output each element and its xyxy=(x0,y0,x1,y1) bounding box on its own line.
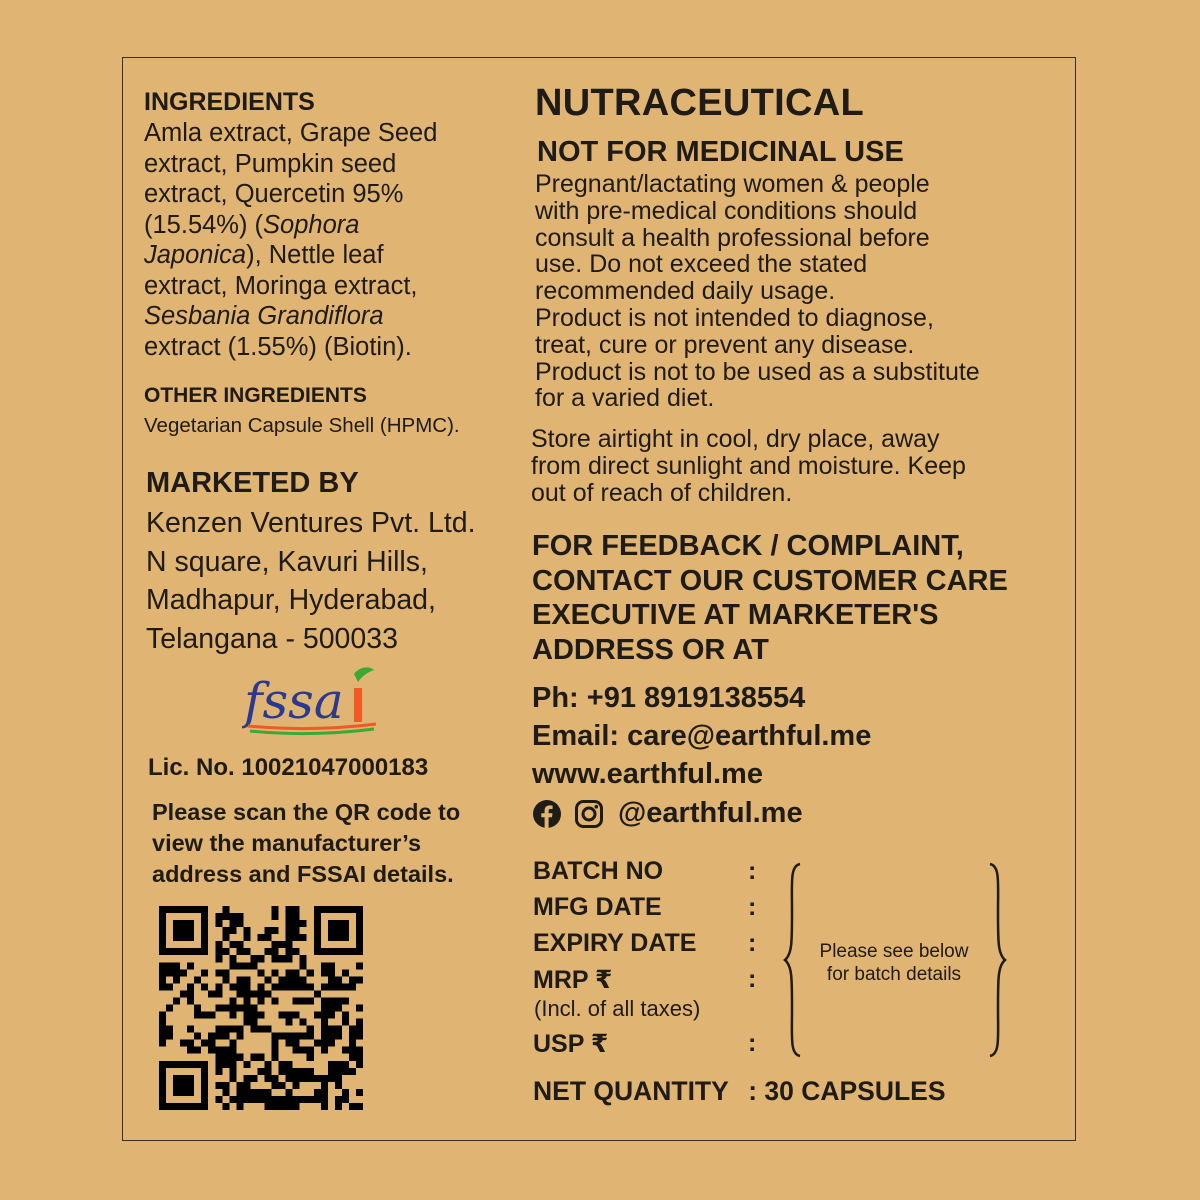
ingredients-line: extract, Moringa extract, xyxy=(144,271,418,300)
net-quantity-value: : 30 CAPSULES xyxy=(748,1076,946,1106)
storage-text xyxy=(531,426,1051,506)
warning-line: consult a health professional before xyxy=(535,223,930,252)
marketer-address xyxy=(146,504,476,658)
qr-instruction-line: view the manufacturer’s xyxy=(152,830,422,856)
warning-line: recommended daily usage. xyxy=(535,277,836,306)
warning-line: treat, cure or prevent any disease. xyxy=(535,330,915,359)
colon-separator: : xyxy=(748,929,757,957)
license-number: Lic. No. 10021047000183 xyxy=(148,754,429,781)
warning-text xyxy=(535,171,1055,412)
feedback-line: EXECUTIVE AT MARKETER'S xyxy=(532,599,939,631)
ingredients-line: extract (1.55%) (Biotin). xyxy=(144,332,412,361)
expiry-date-label: EXPIRY DATE xyxy=(533,929,697,957)
address-line: Telangana - 500033 xyxy=(146,622,398,655)
address-line: Kenzen Ventures Pvt. Ltd. xyxy=(146,507,476,539)
feedback-line: CONTACT OUR CUSTOMER CARE xyxy=(532,564,1008,597)
social-row xyxy=(532,797,803,830)
warning-line: Pregnant/lactating women & people xyxy=(535,170,930,198)
other-ingredients-heading: OTHER INGREDIENTS xyxy=(144,384,367,407)
nutraceutical-heading: NUTRACEUTICAL xyxy=(535,82,864,124)
batch-note-line: for batch details xyxy=(826,964,962,985)
mrp-label: MRP ₹ xyxy=(533,966,613,994)
warning-line: use. Do not exceed the stated xyxy=(535,250,868,279)
ingredients-line: Amla extract, Grape Seed xyxy=(144,119,438,147)
qr-instruction-line: address and FSSAI details. xyxy=(152,861,454,887)
feedback-line: ADDRESS OR AT xyxy=(532,633,769,666)
batch-no-label: BATCH NO xyxy=(533,857,664,885)
svg-text:fssa: fssa xyxy=(244,672,344,730)
not-medicinal-heading: NOT FOR MEDICINAL USE xyxy=(537,136,904,168)
mrp-tax-note: (Incl. of all taxes) xyxy=(534,996,701,1021)
net-quantity-label: NET QUANTITY xyxy=(533,1076,729,1106)
qr-code[interactable] xyxy=(159,906,363,1110)
colon-separator: : xyxy=(748,893,757,921)
ingredients-line: extract, Pumpkin seed xyxy=(144,149,397,178)
storage-line: Store airtight in cool, dry place, away xyxy=(531,425,940,453)
warning-line: for a varied diet. xyxy=(535,384,715,413)
colon-separator: : xyxy=(748,965,757,993)
qr-instruction-line: Please scan the QR code to xyxy=(152,799,461,825)
fssai-logo xyxy=(242,666,382,738)
social-handle[interactable]: @earthful.me xyxy=(618,797,803,829)
ingredients-line: Sesbania Grandiflora xyxy=(144,302,384,330)
left-brace xyxy=(782,862,804,1058)
batch-details-note xyxy=(808,940,980,986)
ingredients-heading: INGREDIENTS xyxy=(144,88,315,116)
feedback-heading xyxy=(532,529,1052,667)
other-ingredients-text: Vegetarian Capsule Shell (HPMC). xyxy=(144,414,460,437)
phone-number[interactable]: Ph: +91 8919138554 xyxy=(532,682,806,714)
facebook-icon[interactable] xyxy=(532,799,562,829)
ingredients-line: Japonica), Nettle leaf xyxy=(144,241,384,269)
feedback-line: FOR FEEDBACK / COMPLAINT, xyxy=(532,530,964,562)
ingredients-line: (15.54%) (Sophora xyxy=(144,210,360,239)
storage-line: out of reach of children. xyxy=(531,478,793,507)
warning-line: Product is not to be used as a substitute xyxy=(535,357,980,386)
right-brace xyxy=(986,862,1008,1058)
email-address[interactable]: Email: care@earthful.me xyxy=(532,720,872,752)
colon-separator: : xyxy=(748,1029,757,1057)
storage-line: from direct sunlight and moisture. Keep xyxy=(531,451,966,480)
ingredients-line: extract, Quercetin 95% xyxy=(144,180,404,208)
address-line: N square, Kavuri Hills, xyxy=(146,545,428,578)
ingredients-list xyxy=(144,118,514,362)
instagram-icon[interactable] xyxy=(574,799,604,829)
colon-separator: : xyxy=(748,857,757,885)
address-line: Madhapur, Hyderabad, xyxy=(146,584,436,616)
marketed-by-heading: MARKETED BY xyxy=(146,467,359,499)
warning-line: Product is not intended to diagnose, xyxy=(535,303,934,332)
warning-line: with pre-medical conditions should xyxy=(535,196,918,225)
batch-note-line: Please see below xyxy=(819,941,969,962)
net-quantity xyxy=(533,1076,946,1107)
mfg-date-label: MFG DATE xyxy=(533,893,662,921)
usp-label: USP ₹ xyxy=(533,1030,609,1058)
qr-instruction xyxy=(152,797,512,890)
website-link[interactable]: www.earthful.me xyxy=(532,758,763,790)
